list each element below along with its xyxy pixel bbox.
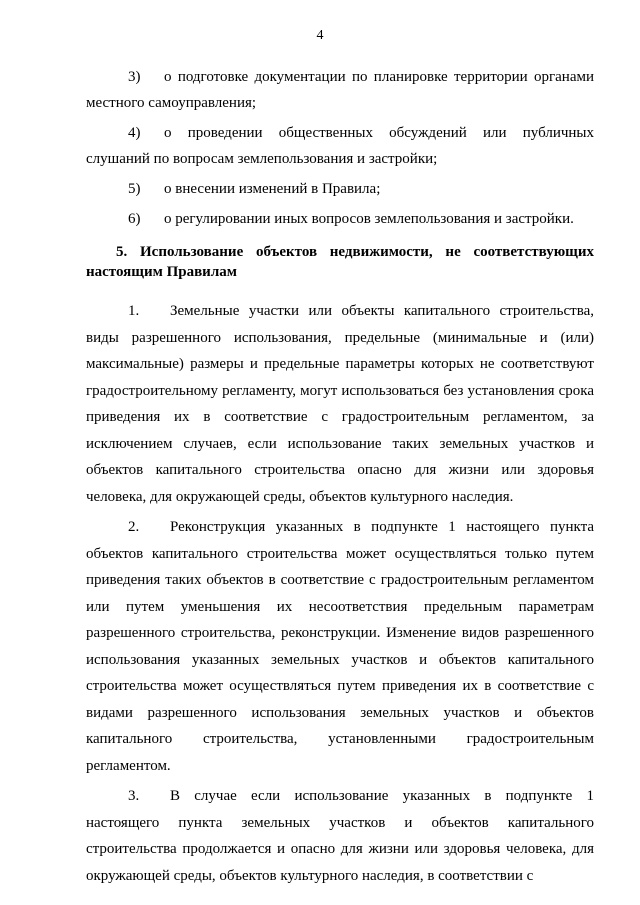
list-item	[86, 206, 594, 232]
paragraph	[86, 298, 594, 510]
paragraph-text: Реконструкция указанных в подпункте 1 настоящего пункта объектов капитального строительства может осуществляться только путем приведения таких объектов в соответствие с градостроительным регламентом или путем уменьшения их несоответствия предельным параметрам разрешенного строительства, реконструкции. Изменение видов разрешенного использования указанных земельных участков и объектов капитального строительства может осуществляться путем приведения их в соответствие с видами разрешенного использования земельных участков и объектов капитального строительства, установленными градостроительным регламентом.	[86, 519, 594, 774]
list-item-text: о проведении общественных обсуждений или публичных слушаний по вопросам землепользования и застройки;	[86, 125, 594, 167]
list-item-number: 4)	[128, 125, 141, 141]
document-body	[86, 64, 594, 893]
paragraph	[86, 514, 594, 779]
paragraph-text: Земельные участки или объекты капитального строительства, виды разрешенного использования, предельные (минимальные и (или) максимальные) размеры и предельные параметры которых не соответствуют градостроительному регламенту, могут использоваться без установления срока приведения их в соответствие с градостроительным регламентом, за исключением случаев, если использование таких земельных участков и объектов капитального строительства опасно для жизни или здоровья человека, для окружающей среды, объектов культурного наследия.	[86, 303, 594, 505]
list-item-number: 5)	[128, 181, 141, 197]
list-item-text: о регулировании иных вопросов землепользования и застройки.	[164, 211, 574, 227]
list-item-number: 3)	[128, 69, 141, 85]
paragraph	[86, 783, 594, 889]
section-heading: 5. Использование объектов недвижимости, не соответствующих настоящим Правилам	[86, 244, 594, 280]
list-item-text: о подготовке документации по планировке территории органами местного самоуправления;	[86, 69, 594, 111]
list-item	[86, 176, 594, 202]
page-number: 4	[316, 28, 324, 43]
list-item	[86, 64, 594, 116]
list-item	[86, 120, 594, 172]
paragraph-number: 3.	[128, 788, 140, 804]
paragraph-number: 1.	[128, 303, 140, 319]
list-item-number: 6)	[128, 211, 141, 227]
paragraph-text: В случае если использование указанных в подпункте 1 настоящего пункта земельных участков и объектов капитального строительства продолжается и опасно для жизни или здоровья человека, для окружающей среды, объектов культурного наследия, в соответствии с	[86, 788, 594, 884]
paragraph-number: 2.	[128, 519, 140, 535]
list-item-text: о внесении изменений в Правила;	[164, 181, 381, 197]
